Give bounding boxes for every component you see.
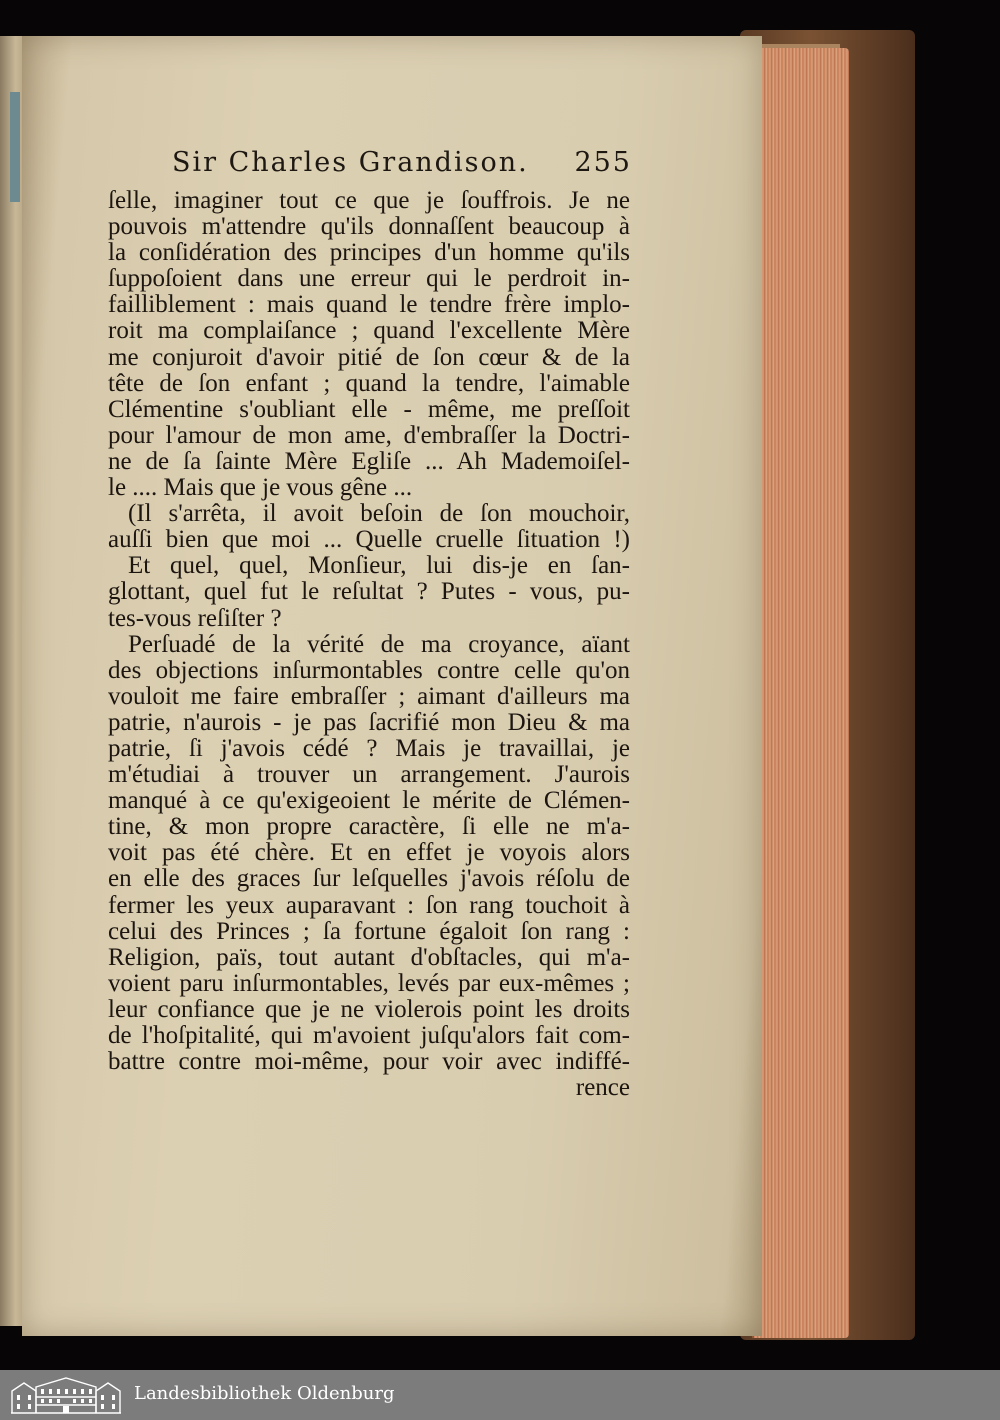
page-number: 255: [574, 147, 632, 178]
text-line: m'étudiai à trouver un arrangement. J'aurois: [108, 761, 630, 789]
text-line: la conſidération des principes d'un homme qu'ils: [108, 239, 630, 267]
library-name: Landesbibliothek Oldenburg: [134, 1383, 395, 1404]
text-line: leur confiance que je ne violerois point les droits: [108, 995, 630, 1023]
text-line: roit ma complaiſance ; quand l'excellente Mère: [108, 317, 630, 345]
text-line: Religion, païs, tout autant d'obſtacles, qui m'a-: [108, 943, 630, 971]
text-line: Et quel, quel, Monſieur, lui dis-je en ſan-: [128, 552, 630, 580]
text-line: patrie, n'aurois - je pas ſacrifié mon Dieu & ma: [108, 708, 630, 736]
text-line: pour l'amour de mon ame, d'embraſſer la Doctri-: [108, 421, 630, 449]
library-building-icon: [10, 1375, 122, 1415]
text-line: celui des Princes ; ſa fortune égaloit ſon rang :: [108, 917, 630, 945]
text-line: (Il s'arrêta, il avoit beſoin de ſon mouchoir,: [128, 500, 630, 528]
text-line: battre contre moi-même, pour voir avec indiffé-: [108, 1048, 630, 1076]
text-line: auſſi bien que moi ... Quelle cruelle ſituation !): [108, 526, 630, 554]
text-line: Perſuadé de la vérité de ma croyance, aïant: [128, 630, 630, 658]
text-line: fermer les yeux auparavant : ſon rang touchoit à: [108, 891, 630, 919]
text-line: des objections inſurmontables contre celle qu'on: [108, 656, 630, 684]
text-line: glottant, quel fut le reſultat ? Putes - vous, pu-: [108, 578, 630, 606]
text-line: manqué à ce qu'exigeoient le mérite de Clémen-: [108, 787, 630, 815]
text-line: le .... Mais que je vous gêne ...: [108, 474, 413, 502]
page-fore-edge: [752, 48, 849, 1338]
text-line: tine, & mon propre caractère, ſi elle ne m'a-: [108, 813, 630, 841]
text-line: voit pas été chère. Et en effet je voyois alors: [108, 839, 630, 867]
text-line: voient paru inſurmontables, levés par eux-mêmes ;: [108, 969, 630, 997]
text-line: ſelle, imaginer tout ce que je ſouffrois. Je ne: [108, 187, 630, 214]
text-line: ſuppoſoient dans une erreur qui le perdroit in-: [108, 265, 630, 293]
text-line: de l'hoſpitalité, qui m'avoient juſqu'alors fait com-: [108, 1022, 630, 1049]
page-marker-strip: [10, 92, 20, 202]
text-block: [108, 188, 630, 1101]
text-line: pouvois m'attendre qu'ils donnaſſent beaucoup à: [108, 213, 630, 241]
text-line: failliblement : mais quand le tendre frère implo-: [108, 291, 630, 319]
running-head-title: Sir Charles Grandison.: [172, 147, 529, 178]
text-line: en elle des graces ſur leſquelles j'avois réſolu de: [108, 865, 630, 893]
catchword: rence: [575, 1074, 630, 1102]
text-line: tête de ſon enfant ; quand la tendre, l'aimable: [108, 369, 630, 397]
text-line: vouloit me faire embraſſer ; aimant d'ailleurs ma: [108, 682, 630, 710]
library-footer: [0, 1370, 1000, 1420]
text-line: ne de ſa ſainte Mère Egliſe ... Ah Mademoiſel-: [108, 447, 630, 475]
text-line: patrie, ſi j'avois cédé ? Mais je travaillai, je: [108, 734, 630, 762]
text-line: me conjuroit d'avoir pitié de ſon cœur & de la: [108, 343, 630, 371]
text-line: tes-vous reſiſter ?: [108, 604, 282, 632]
running-head: [172, 147, 632, 178]
text-line: Clémentine s'oubliant elle - même, me preſſoit: [108, 395, 630, 423]
